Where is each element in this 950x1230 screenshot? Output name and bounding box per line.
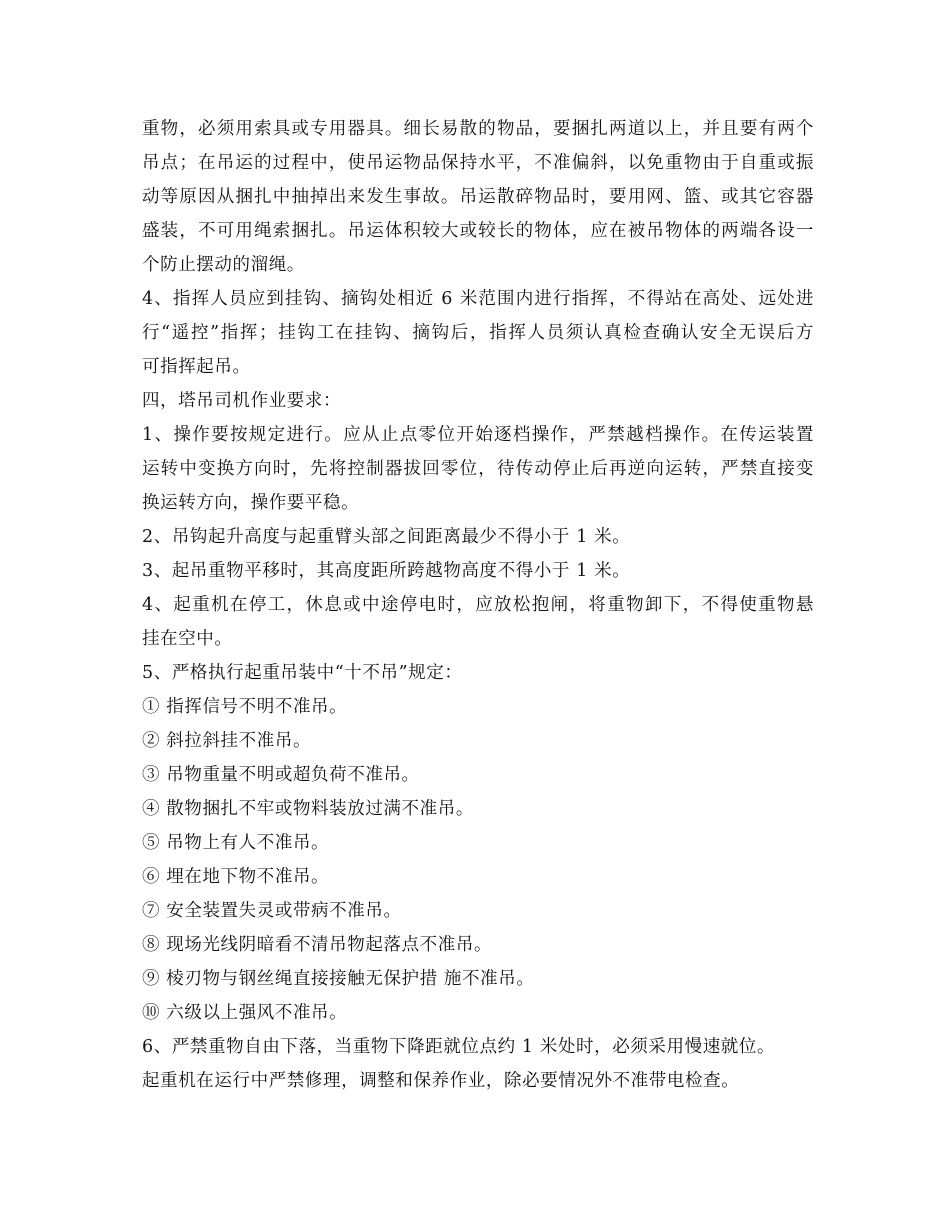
text-line: 行“遥控”指挥；挂钩工在挂钩、摘钩后，指挥人员须认真检查确认安全无误后方 [142, 323, 814, 343]
section-heading: 四，塔吊司机作业要求： [142, 391, 342, 411]
text-line: 盛装，不可用绳索捆扎。吊运体积较大或较长的物体，应在被吊物体的两端各设一 [142, 221, 814, 241]
list-item: ② 斜拉斜挂不准吊。 [142, 731, 312, 751]
text-line: 3、起吊重物平移时，其高度距所跨越物高度不得小于 1 米。 [142, 561, 631, 581]
text-line: 重物，必须用索具或专用器具。细长易散的物品，要捆扎两道以上，并且要有两个 [142, 119, 814, 139]
list-item: ① 指挥信号不明不准吊。 [142, 697, 348, 717]
text-line: 可指挥起吊。 [142, 357, 251, 377]
text-line: 1、操作要按规定进行。应从止点零位开始逐档操作，严禁越档操作。在传运装置 [142, 425, 814, 445]
text-line: 挂在空中。 [142, 629, 233, 649]
list-item: ⑨ 棱刃物与钢丝绳直接接触无保护措 施不准吊。 [142, 969, 535, 989]
list-item: ⑩ 六级以上强风不准吊。 [142, 1003, 348, 1023]
document-body [142, 112, 814, 1098]
text-line: 起重机在运行中严禁修理，调整和保养作业，除必要情况外不准带电检查。 [142, 1071, 740, 1091]
text-line: 运转中变换方向时，先将控制器拔回零位，待传动停止后再逆向运转，严禁直接变 [142, 459, 814, 479]
text-line: 6、严禁重物自由下落，当重物下降距就位点约 1 米处时，必须采用慢速就位。 [142, 1037, 776, 1057]
text-line: 5、严格执行起重吊装中“十不吊”规定： [142, 663, 463, 683]
text-line: 2、吊钩起升高度与起重臂头部之间距离最少不得小于 1 米。 [142, 527, 631, 547]
text-line: 个防止摆动的溜绳。 [142, 255, 305, 275]
list-item: ⑦ 安全装置失灵或带病不准吊。 [142, 901, 402, 921]
list-item: ⑧ 现场光线阴暗看不清吊物起落点不准吊。 [142, 935, 493, 955]
text-line: 换运转方向，操作要平稳。 [142, 493, 360, 513]
list-item: ④ 散物捆扎不牢或物料装放过满不准吊。 [142, 799, 474, 819]
list-item: ③ 吊物重量不明或超负荷不准吊。 [142, 765, 420, 785]
text-line: 动等原因从捆扎中抽掉出来发生事故。吊运散碎物品时，要用网、篮、或其它容器 [142, 187, 814, 207]
text-line: 4、指挥人员应到挂钩、摘钩处相近 6 米范围内进行指挥，不得站在高处、远处进 [142, 289, 814, 309]
text-line: 4、起重机在停工，休息或中途停电时，应放松抱闸，将重物卸下，不得使重物悬 [142, 595, 814, 615]
text-line: 吊点；在吊运的过程中，使吊运物品保持水平，不准偏斜，以免重物由于自重或振 [142, 153, 814, 173]
list-item: ⑥ 埋在地下物不准吊。 [142, 867, 330, 887]
list-item: ⑤ 吊物上有人不准吊。 [142, 833, 330, 853]
